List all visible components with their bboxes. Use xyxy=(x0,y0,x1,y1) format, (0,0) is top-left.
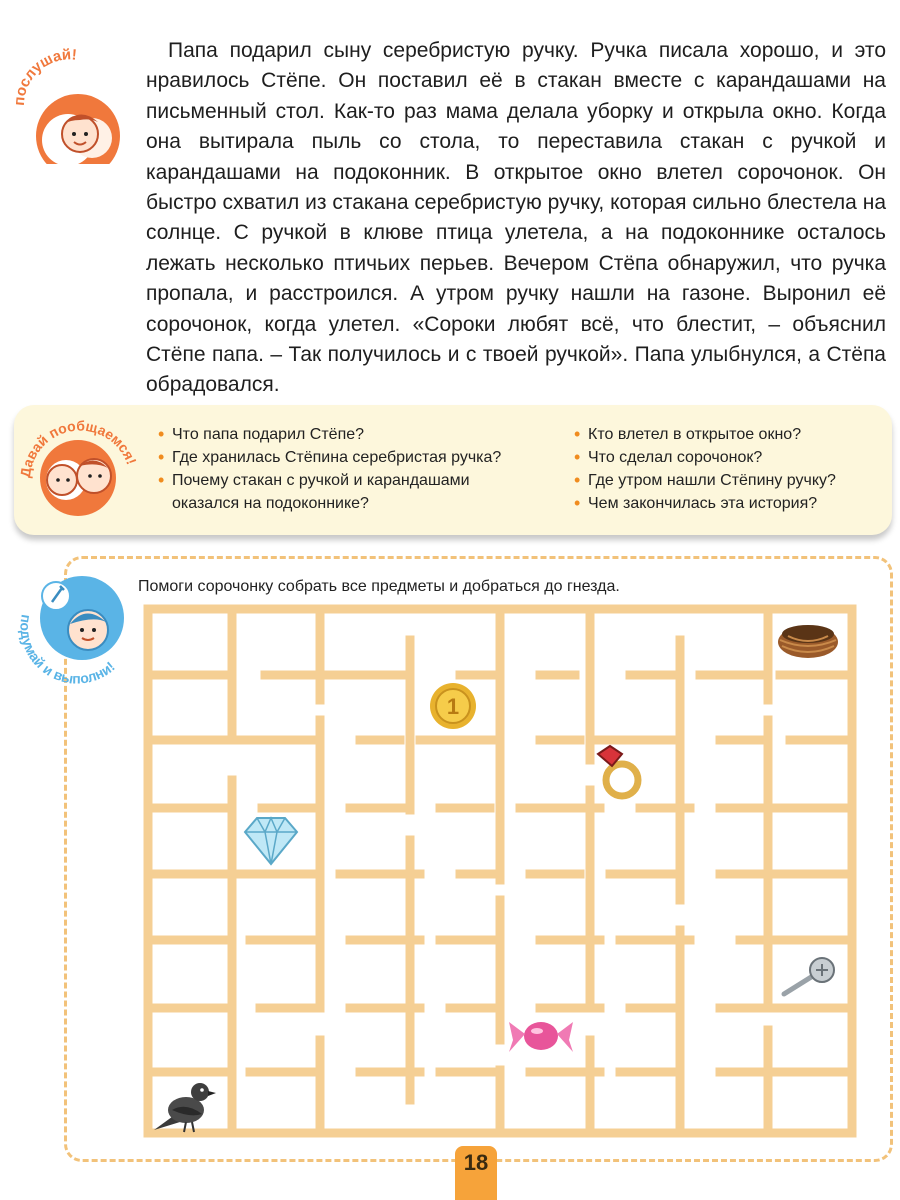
listen-badge-label: послушай! xyxy=(10,46,78,107)
pushpin-icon xyxy=(784,958,834,994)
story-paragraph: Папа подарил сыну серебристую ручку. Ручка писала хорошо, и это нравилось Стёпе. Он поставил её в стакан вместе с карандашами на письменный стол. Как-то раз мама делала уборку и открыла окно. Когда она вытирала пыль со стола, то переставила стакан с ручкой и карандашами на подоконник. В открытое окно влетел сорочонок. Он быстро схватил из стакана серебристую ручку, которая сильно блестела на солнце. С ручкой в клюве птица улетела, а на подоконнике осталось лежать несколько птичьих перьев. Вечером Стёпа обнаружил, что ручка пропала, и расстроился. А утром ручку нашли на газоне. Выронил её сорочонок, когда улетел. «Сороки любят всё, что блестит, – объяснил Стёпе папа. – Так получилось и с твоей ручкой». Папа улыбнулся, а Стёпа обрадовался. xyxy=(146,39,886,397)
question-item: • Кто влетел в открытое окно? xyxy=(574,423,894,446)
question-item: • Почему стакан с ручкой и карандашами оказался на подоконнике? xyxy=(158,469,538,515)
question-item: • Где утром нашли Стёпину ручку? xyxy=(574,469,894,492)
question-item: • Чем закончилась эта история? xyxy=(574,492,894,515)
question-item: • Где хранилась Стёпина серебристая ручка? xyxy=(158,446,538,469)
candy-icon xyxy=(509,1022,573,1052)
page-number: 18 xyxy=(463,1150,489,1175)
question-item: • Что сделал сорочонок? xyxy=(574,446,894,469)
think-badge-label: подумай и выполни! xyxy=(17,613,118,687)
coin-icon xyxy=(430,683,476,729)
discuss-badge-label: Давай пообщаемся! xyxy=(16,417,140,479)
coin-label: 1 xyxy=(446,694,460,719)
nest-icon xyxy=(778,625,838,658)
task-instruction: Помоги сорочонку собрать все предметы и добраться до гнезда. xyxy=(138,578,620,595)
question-item: • Что папа подарил Стёпе? xyxy=(158,423,538,446)
diamond-icon xyxy=(245,818,297,864)
ring-icon xyxy=(598,746,638,796)
magpie-icon xyxy=(154,1083,216,1132)
